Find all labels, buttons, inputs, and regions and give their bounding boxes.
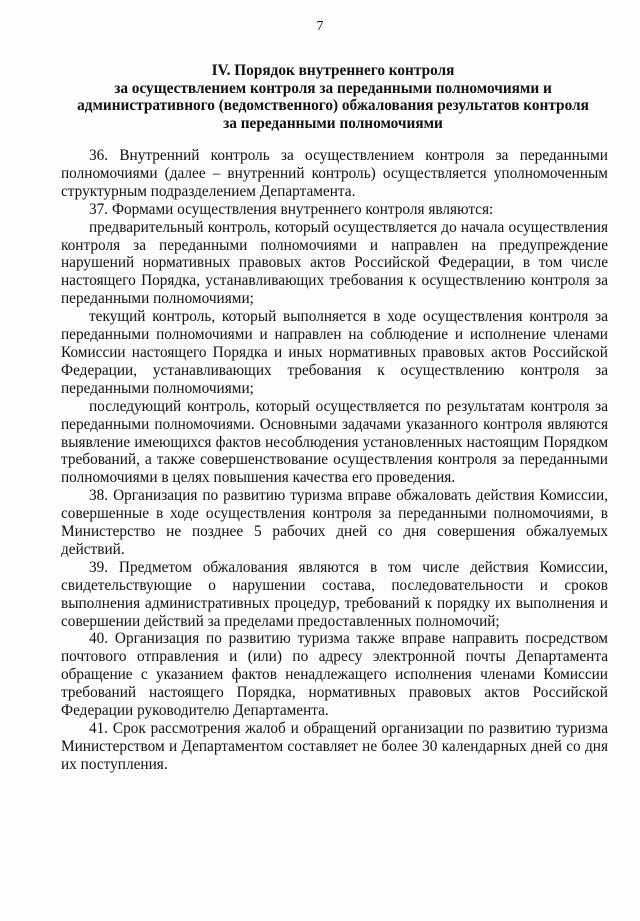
- section-heading-line-3: административного (ведомственного) обжалования результатов контроля: [77, 97, 589, 114]
- paragraph-40: 40. Организация по развитию туризма также вправе направить посредством почтового отправления и (или) по адресу электронной почты Департамента обращение с указанием фактов ненадлежащего исполнения членами Комиссии требований настоящего Порядка, нормативных правовых актов Российской Федерации руководителю Департамента.: [61, 630, 608, 720]
- section-heading-line-2: за осуществлением контроля за переданными полномочиями и: [114, 79, 552, 97]
- paragraph-36: 36. Внутренний контроль за осуществлением контроля за переданными полномочиями (далее – внутренний контроль) осуществляется уполномоченным структурным подразделением Департамента.: [61, 147, 608, 200]
- document-body: [61, 147, 608, 774]
- paragraph-39: 39. Предметом обжалования являются в том числе действия Комиссии, свидетельствующие о нарушении состава, последовательности и сроков выполнения административных процедур, требований к порядку их выполнения и совершении действий за пределами предоставленных полномочий;: [61, 558, 608, 630]
- paragraph-41: 41. Срок рассмотрения жалоб и обращений организации по развитию туризма Министерством и Департаментом составляет не более 30 календарных дней со дня их поступления.: [61, 720, 608, 773]
- paragraph-current-control: текущий контроль, который выполняется в ходе осуществления контроля за переданными полномочиями и направлен на соблюдение и исполнение членами Комиссии настоящего Порядка и иных нормативных правовых актов Российской Федерации, устанавливающих требования к осуществлению контроля за переданными полномочиями;: [61, 308, 608, 397]
- paragraph-37: 37. Формами осуществления внутреннего контроля являются:: [89, 200, 494, 218]
- paragraph-subsequent-control: последующий контроль, который осуществляется по результатам контроля за переданными полномочиями. Основными задачами указанного контроля являются выявление имеющихся фактов несоблюдения установленных настоящим Порядком требований, а также совершенствование осуществления контроля за переданными полномочиями в целях повышения качества его проведения.: [61, 397, 608, 487]
- section-heading-line-4: за переданными полномочиями: [223, 114, 443, 132]
- section-heading-line-1: IV. Порядок внутреннего контроля: [211, 62, 455, 79]
- paragraph-38: 38. Организация по развитию туризма вправе обжаловать действия Комиссии, совершенные в ходе осуществления контроля за переданными полномочиями, в Министерство не позднее 5 рабочих дней со дня совершения обжалуемых действий.: [61, 487, 608, 558]
- section-heading: [58, 62, 608, 132]
- page-number: 7: [316, 19, 324, 34]
- paragraph-preliminary-control: предварительный контроль, который осуществляется до начала осуществления контроля за переданными полномочиями и направлен на предупреждение нарушений нормативных правовых актов Российской Федерации, в том числе настоящего Порядка, устанавливающих требования к осуществлению контроля за переданными полномочиями;: [61, 218, 608, 308]
